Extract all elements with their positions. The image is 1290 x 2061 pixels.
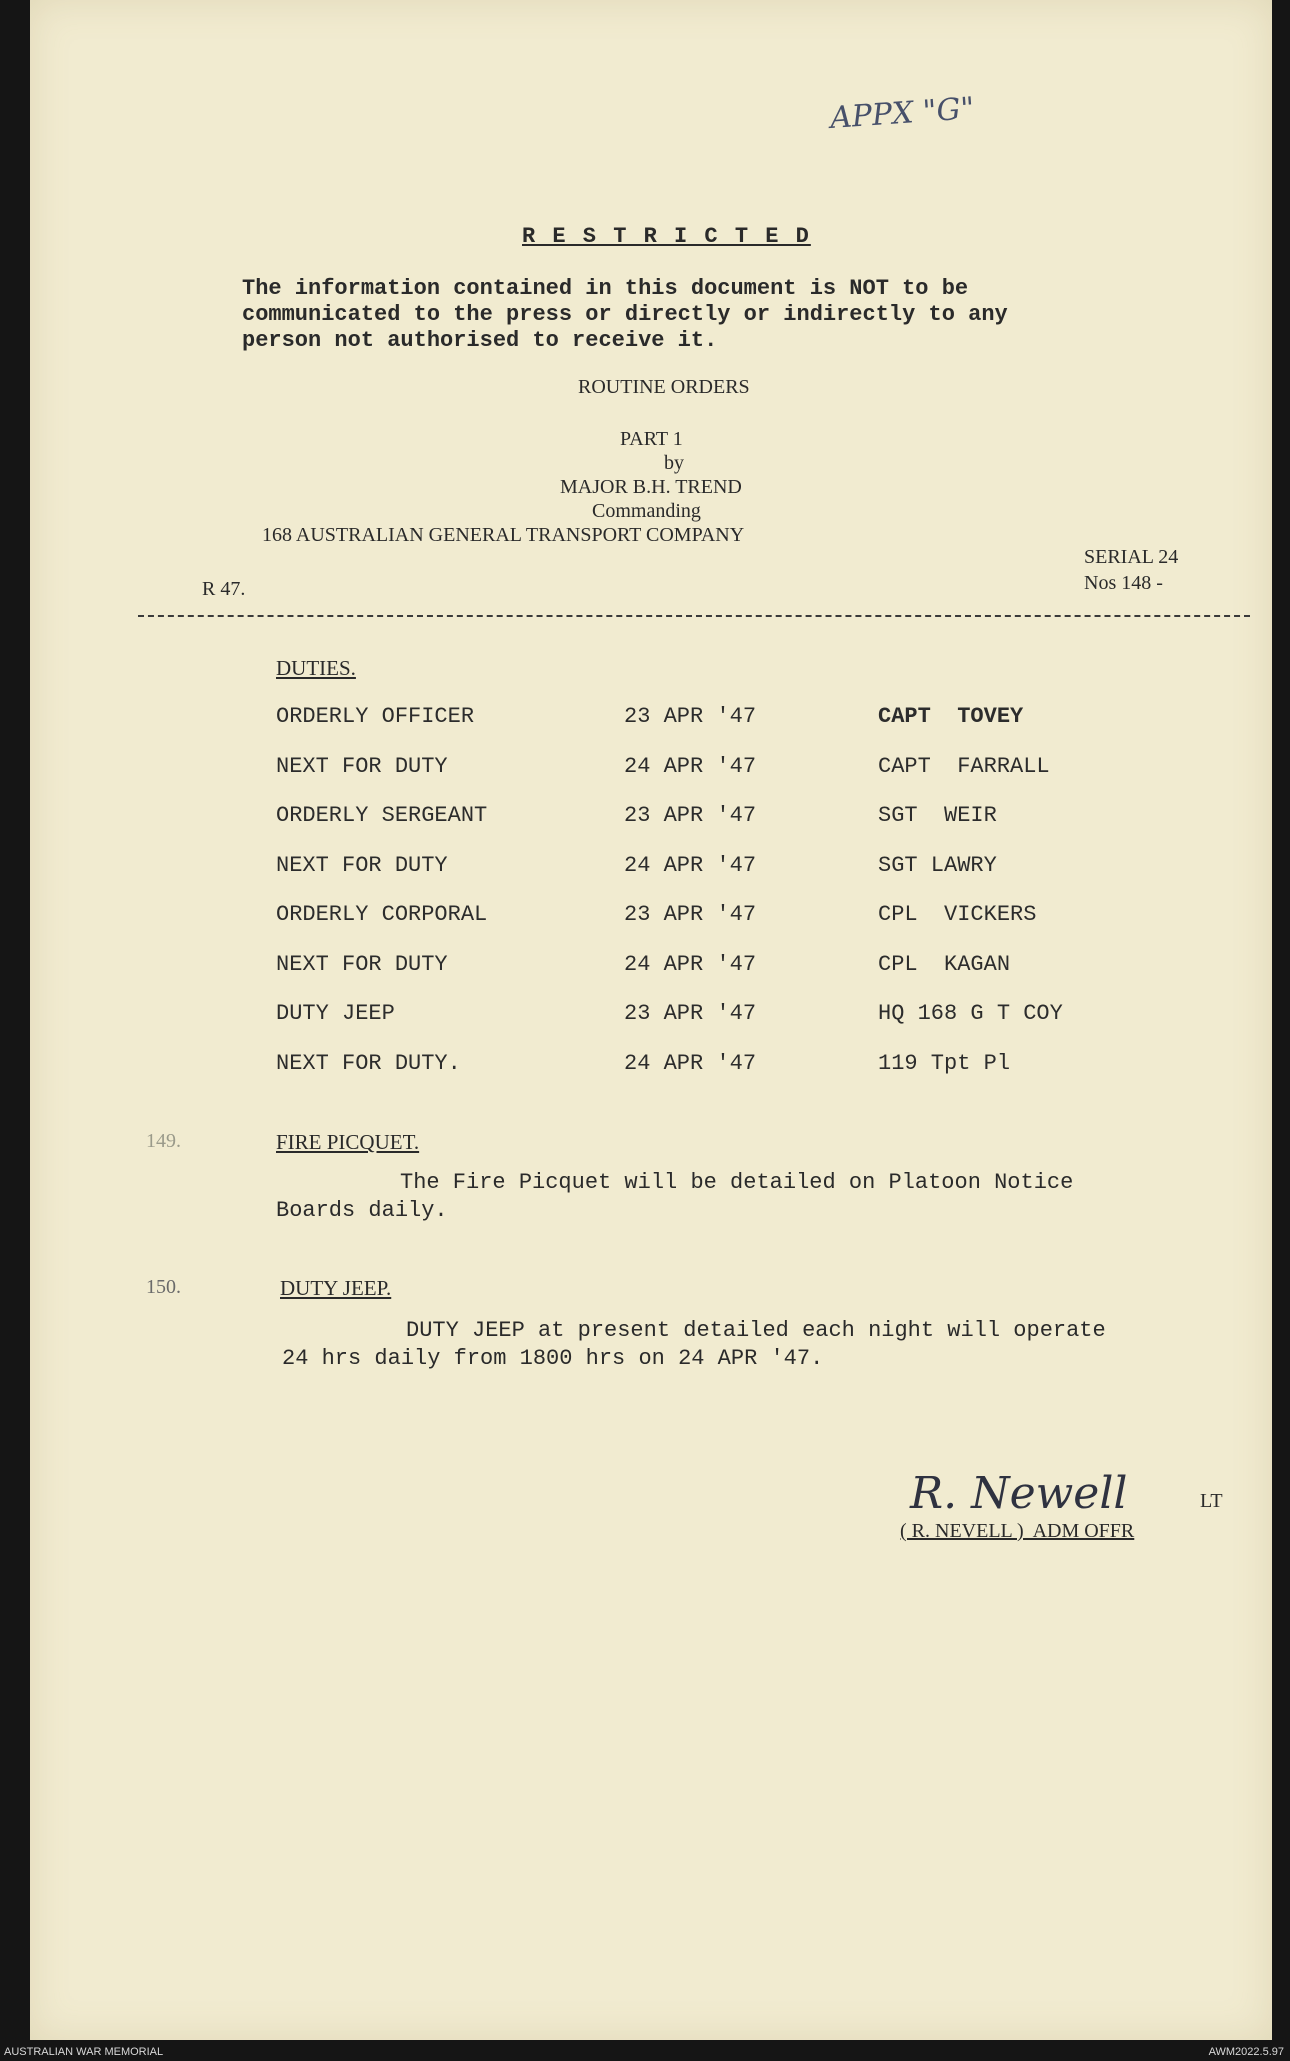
duty-name: HQ 168 G T COY (878, 1001, 1063, 1026)
duty-date: 24 APR '47 (624, 853, 757, 878)
order-numbers: Nos 148 - (1084, 572, 1163, 594)
duties-heading: DUTIES. (276, 656, 356, 680)
duty-name: SGT LAWRY (878, 853, 997, 878)
separator-rule (138, 615, 1250, 617)
duty-role: DUTY JEEP (276, 1001, 395, 1026)
notice-line-3: person not authorised to receive it. (242, 328, 718, 353)
duty-row (276, 1051, 1176, 1081)
fire-picquet-text-1: The Fire Picquet will be detailed on Platoon Notice (400, 1170, 1074, 1195)
duty-name: 119 Tpt Pl (878, 1051, 1011, 1076)
footer-right: AWM2022.5.97 (1208, 2046, 1284, 2058)
duty-row (276, 803, 1176, 833)
title-commanding: Commanding (592, 500, 701, 522)
title-part: PART 1 (620, 428, 683, 450)
duty-date: 23 APR '47 (624, 902, 757, 927)
fire-picquet-text-2: Boards daily. (276, 1198, 448, 1223)
title-unit: 168 AUSTRALIAN GENERAL TRANSPORT COMPANY (262, 524, 745, 546)
appendix-annotation: APPX "G" (828, 91, 976, 136)
duty-name: CAPT FARRALL (878, 754, 1050, 779)
document-page (30, 0, 1272, 2040)
duty-row (276, 902, 1176, 932)
fire-picquet-number: 149. (146, 1130, 181, 1152)
duty-date: 24 APR '47 (624, 1051, 757, 1076)
duty-name: CPL KAGAN (878, 952, 1011, 977)
footer-left: AUSTRALIAN WAR MEMORIAL (4, 2046, 164, 2058)
duty-date: 23 APR '47 (624, 704, 757, 729)
duty-date: 23 APR '47 (624, 803, 757, 828)
duty-jeep-text-1: DUTY JEEP at present detailed each night will operate (406, 1318, 1106, 1343)
title-routine-orders: ROUTINE ORDERS (578, 376, 750, 398)
notice-line-1: The information contained in this document is NOT to be (242, 276, 969, 301)
duty-row (276, 952, 1176, 982)
duty-role: NEXT FOR DUTY (276, 754, 448, 779)
fire-picquet-heading: FIRE PICQUET. (276, 1130, 420, 1154)
duty-name: SGT WEIR (878, 803, 997, 828)
serial-number: SERIAL 24 (1084, 546, 1179, 568)
signature-name-line: ( R. NEVELL ) ADM OFFR (900, 1520, 1135, 1542)
duty-role: ORDERLY OFFICER (276, 704, 475, 729)
classification-heading: R E S T R I C T E D (522, 224, 811, 249)
duty-jeep-heading: DUTY JEEP. (280, 1276, 392, 1300)
duty-role: NEXT FOR DUTY (276, 952, 448, 977)
duty-date: 23 APR '47 (624, 1001, 757, 1026)
duty-row (276, 1001, 1176, 1031)
notice-line-2: communicated to the press or directly or indirectly to any (242, 302, 1008, 327)
duty-row (276, 754, 1176, 784)
duty-role: NEXT FOR DUTY. (276, 1051, 461, 1076)
duty-role: NEXT FOR DUTY (276, 853, 448, 878)
duty-name: CAPT TOVEY (878, 704, 1024, 729)
order-date: R 47. (202, 578, 246, 600)
duty-role: ORDERLY SERGEANT (276, 803, 488, 828)
signature-handwriting: R. Newell (910, 1468, 1128, 1519)
signature-rank: LT (1200, 1490, 1223, 1512)
duty-role: ORDERLY CORPORAL (276, 902, 488, 927)
duty-jeep-text-2: 24 hrs daily from 1800 hrs on 24 APR '47. (282, 1346, 824, 1371)
duty-date: 24 APR '47 (624, 952, 757, 977)
duty-row (276, 853, 1176, 883)
title-by: by (664, 452, 684, 474)
title-commander: MAJOR B.H. TREND (560, 476, 742, 498)
duty-row (276, 704, 1176, 734)
duty-date: 24 APR '47 (624, 754, 757, 779)
duty-jeep-number: 150. (146, 1276, 181, 1298)
duty-name: CPL VICKERS (878, 902, 1037, 927)
